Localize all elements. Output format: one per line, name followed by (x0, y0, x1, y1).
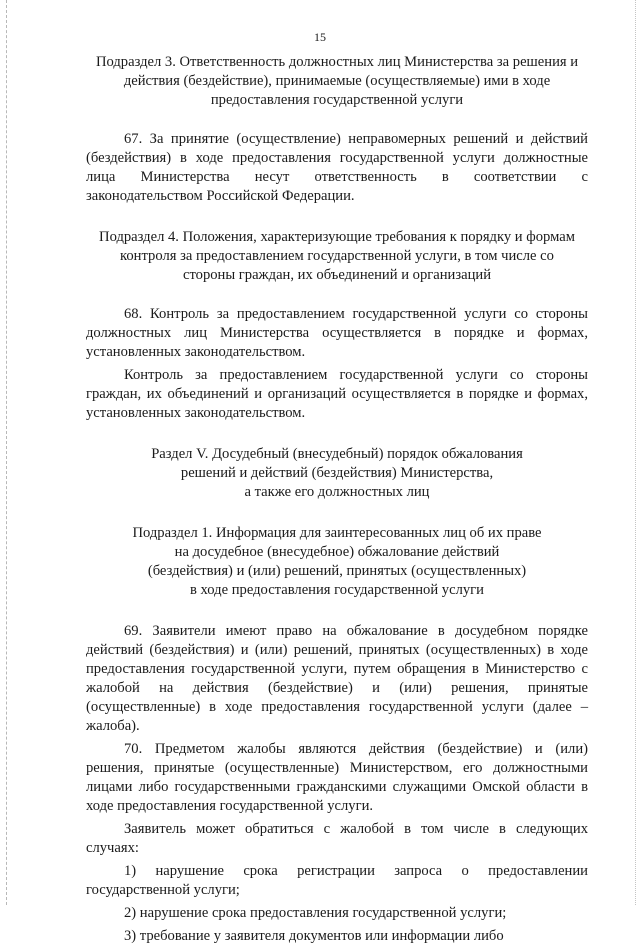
text-line: контроля за предоставлением государственной услуги, в том числе со (120, 248, 554, 264)
paragraph (86, 862, 588, 900)
section-heading (86, 53, 588, 110)
text-line: случаях: (86, 840, 139, 856)
page-number: 15 (314, 30, 326, 44)
text-line: предоставления государственной услуги, путем обращения в Министерство с (86, 661, 588, 677)
paragraph (86, 927, 588, 946)
block-spacer (86, 285, 588, 305)
block-spacer (86, 502, 588, 524)
text-line: 68. Контроль за предоставлением государственной услуги со стороны (124, 306, 588, 322)
text-line: стороны граждан, их объединений и организаций (182, 267, 492, 283)
text-line: а также его должностных лиц (244, 484, 430, 500)
text-line: Заявитель может обратиться с жалобой в том числе в следующих (124, 821, 588, 837)
text-line: действий (бездействия) и (или) решений, принятых (осуществленных) в ходе (86, 642, 588, 658)
paragraph (86, 904, 588, 923)
text-line: Контроль за предоставлением государственной услуги со стороны (124, 367, 588, 383)
text-line: решения, принятые (осуществленные) Министерством, его должностными (86, 760, 588, 776)
text-line: предоставления государственной услуги (210, 92, 464, 108)
text-line: граждан, их объединений и организаций осуществляется в порядке и формах, (86, 386, 588, 402)
paragraph (86, 130, 588, 206)
text-line: лица Министерства несут ответственность в соответствии с (86, 169, 588, 185)
text-line: 70. Предметом жалобы являются действия (бездействие) и (или) (124, 741, 588, 757)
document-body (86, 53, 588, 946)
block-spacer (86, 600, 588, 622)
text-line: Раздел V. Досудебный (внесудебный) порядок обжалования (151, 446, 523, 462)
text-line: должностных лиц Министерства осуществляется в порядке и формах, (86, 325, 588, 341)
text-line: Подраздел 1. Информация для заинтересованных лиц об их праве (132, 525, 542, 541)
text-line: 1) нарушение срока регистрации запроса о предоставлении (124, 863, 588, 879)
text-line: жалобой на действия (бездействие) и (или) решения, принятые (86, 680, 588, 696)
paragraph (86, 740, 588, 816)
text-line: Подраздел 3. Ответственность должностных лиц Министерства за решения и (95, 54, 579, 70)
text-line: законодательством Российской Федерации. (86, 188, 355, 204)
text-line: (бездействия) и (или) решений, принятых (осуществленных) (147, 563, 527, 579)
text-line: Подраздел 4. Положения, характеризующие требования к порядку и формам (99, 229, 575, 245)
text-line: решений и действий (бездействия) Министерства, (180, 465, 494, 481)
block-spacer (86, 423, 588, 445)
section-heading (86, 524, 588, 600)
section-heading (86, 445, 588, 502)
text-line: (осуществленные) в ходе предоставления государственной услуги (далее – (86, 699, 588, 715)
text-line: установленных законодательством. (86, 405, 306, 421)
text-line: установленных законодательством. (86, 344, 306, 360)
text-line: лицами либо государственными гражданскими служащими Омской области в (86, 779, 588, 795)
text-line: действия (бездействие), принимаемые (осуществляемые) ими в ходе (123, 73, 551, 89)
scan-left-edge (6, 0, 7, 905)
text-line: в ходе предоставления государственной услуги (190, 582, 484, 598)
block-spacer (86, 110, 588, 130)
block-spacer (86, 206, 588, 228)
text-line: на досудебное (внесудебное) обжалование действий (174, 544, 500, 560)
text-line: 67. За принятие (осуществление) неправомерных решений и действий (124, 131, 588, 147)
text-line: 3) требование у заявителя документов или информации либо (124, 928, 504, 944)
section-heading (86, 228, 588, 285)
paragraph (86, 366, 588, 423)
text-line: (бездействия) в ходе предоставления государственной услуги должностные (86, 150, 588, 166)
text-line: 69. Заявители имеют право на обжалование в досудебном порядке (124, 623, 588, 639)
text-line: жалоба). (86, 718, 140, 734)
text-line: 2) нарушение срока предоставления государственной услуги; (124, 905, 507, 921)
scan-right-edge (635, 0, 636, 905)
paragraph (86, 622, 588, 736)
text-line: ходе предоставления государственной услуги. (86, 798, 374, 814)
paragraph (86, 305, 588, 362)
text-line: государственной услуги; (86, 882, 240, 898)
paragraph (86, 820, 588, 858)
